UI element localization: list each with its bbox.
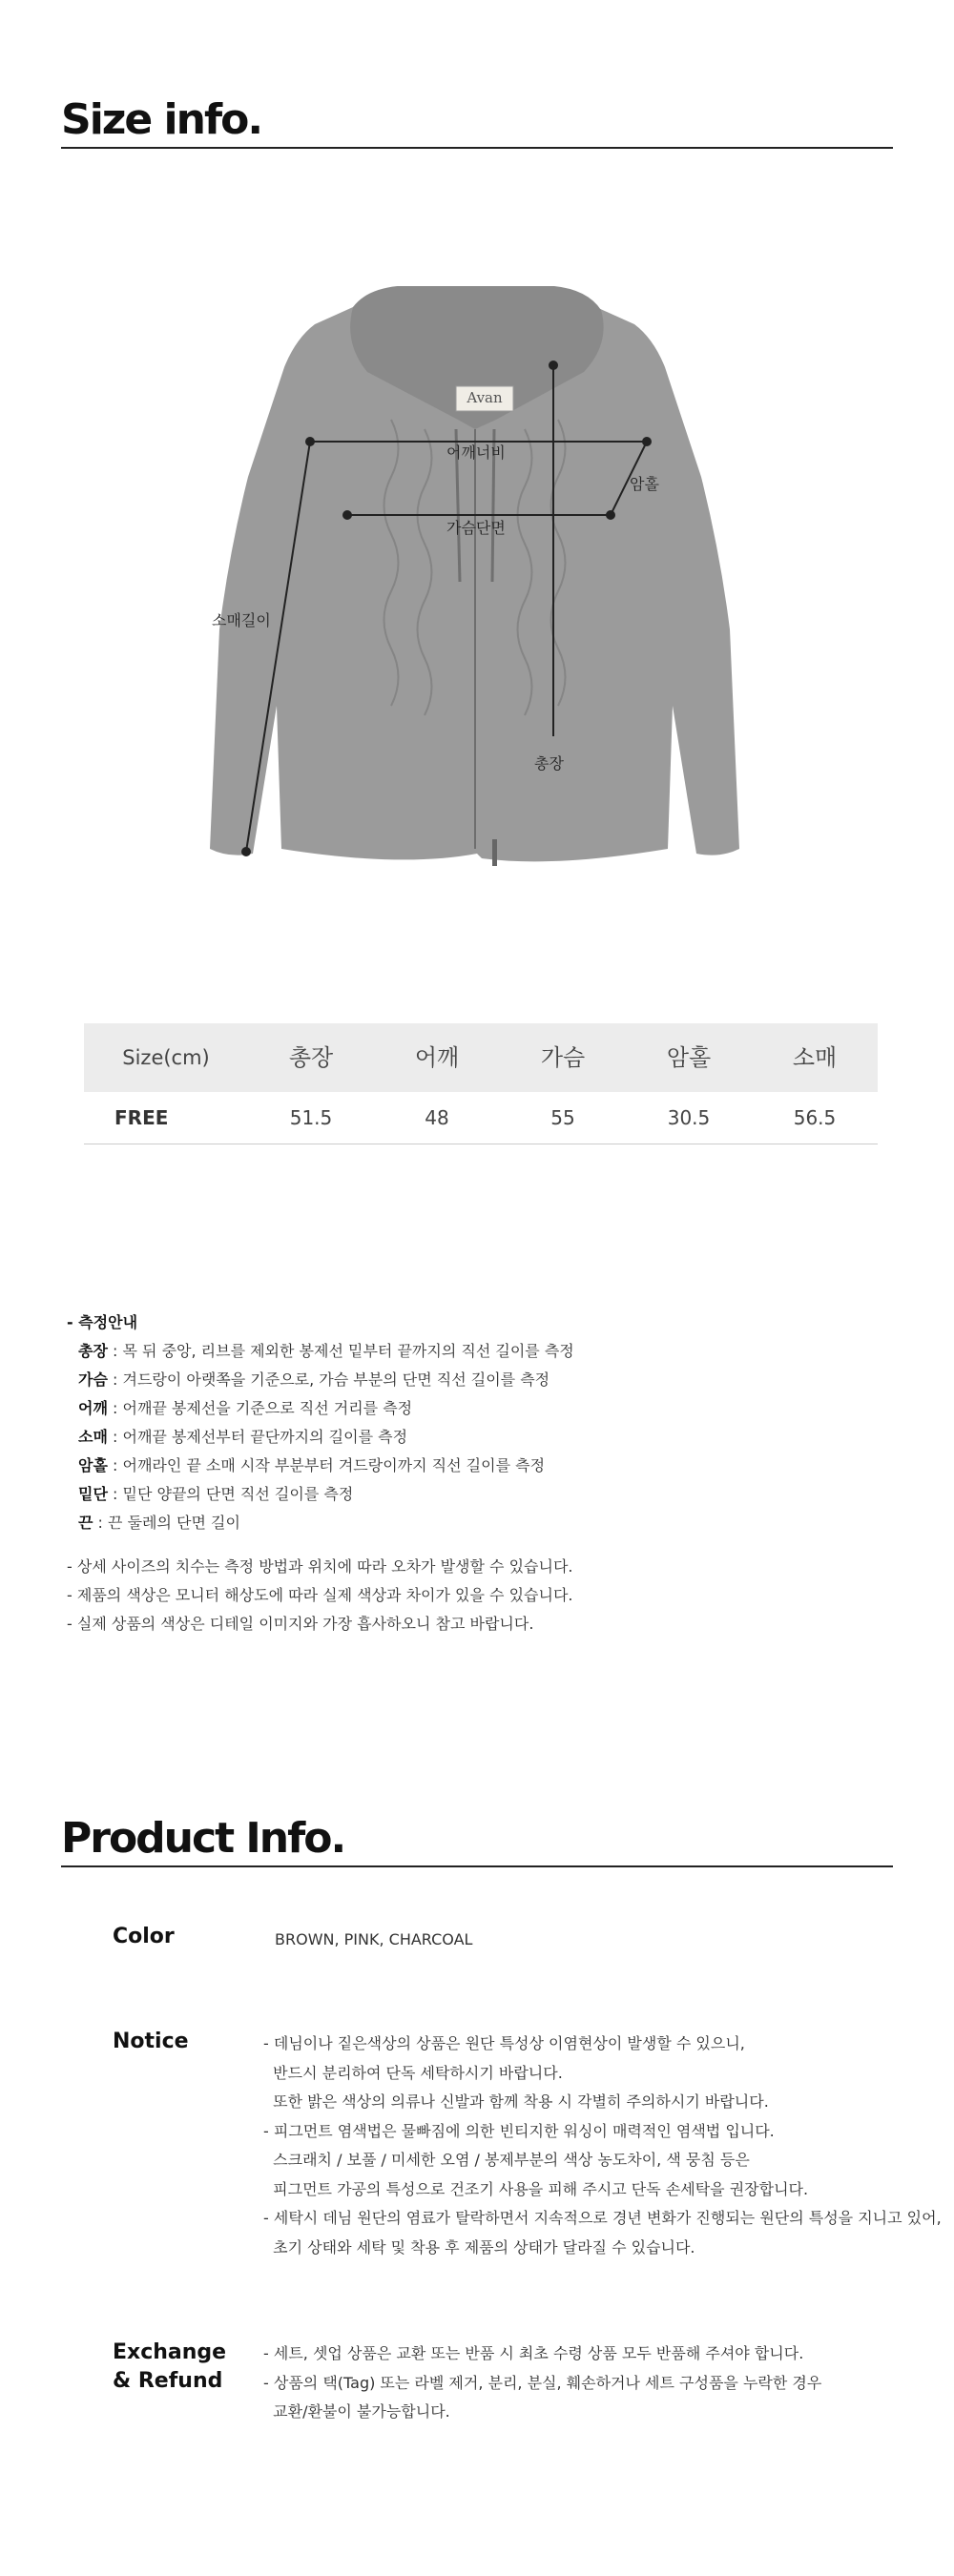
product-info-divider bbox=[61, 1865, 893, 1867]
notice-line: - 데님이나 짙은색상의 상품은 원단 특성상 이염현상이 발생할 수 있으니, bbox=[263, 2034, 745, 2052]
size-info-title: Size info. bbox=[61, 95, 262, 144]
notice-line: - 피그먼트 염색법은 물빠짐에 의한 빈티지한 워싱이 매력적인 염색법 입니다. bbox=[263, 2121, 775, 2140]
list-item: 밑단 : 밑단 양끝의 단면 직선 길이를 측정 bbox=[78, 1485, 354, 1503]
note-line: - 실제 상품의 색상은 디테일 이미지와 가장 흡사하오니 참고 바랍니다. bbox=[67, 1615, 534, 1633]
table-row bbox=[84, 1092, 878, 1144]
header-sleeve: 소매 bbox=[792, 1044, 838, 1071]
exchange-text bbox=[263, 2339, 912, 2427]
row-shoulder: 48 bbox=[425, 1106, 449, 1129]
header-total-length: 총장 bbox=[288, 1044, 334, 1071]
notice-label: Notice bbox=[113, 2030, 189, 2053]
note-line: - 제품의 색상은 모니터 해상도에 따라 실제 색상과 차이가 있을 수 있습니다. bbox=[67, 1586, 573, 1604]
row-sleeve: 56.5 bbox=[793, 1106, 837, 1129]
measurement-guide bbox=[67, 1309, 887, 1638]
header-chest: 가슴 bbox=[540, 1044, 586, 1071]
notice-line: 또한 밝은 색상의 의류나 신발과 함께 착용 시 각별히 주의하시기 바랍니다. bbox=[263, 2092, 769, 2111]
brand-tag: Avan bbox=[467, 389, 503, 406]
notice-line: 반드시 분리하여 단독 세탁하시기 바랍니다. bbox=[263, 2063, 563, 2082]
exchange-line: - 세트, 셋업 상품은 교환 또는 반품 시 최초 수령 상품 모두 반품해 주셔야 합니다. bbox=[263, 2344, 804, 2362]
list-item: 어깨 : 어깨끝 봉제선을 기준으로 직선 거리를 측정 bbox=[78, 1399, 413, 1417]
row-armhole: 30.5 bbox=[667, 1106, 711, 1129]
refund-label: & Refund bbox=[113, 2369, 223, 2393]
sleeve-length-label: 소매길이 bbox=[212, 611, 271, 629]
armhole-label: 암홀 bbox=[630, 475, 659, 493]
shoulder-width-label: 어깨너비 bbox=[446, 443, 506, 462]
size-table bbox=[84, 1023, 878, 1147]
header-shoulder: 어깨 bbox=[414, 1044, 460, 1071]
notice-text bbox=[263, 2030, 942, 2262]
notice-line: 초기 상태와 세탁 및 착용 후 제품의 상태가 달라질 수 있습니다. bbox=[263, 2237, 695, 2257]
exchange-label: Exchange bbox=[113, 2340, 227, 2364]
header-size: Size(cm) bbox=[122, 1046, 210, 1069]
total-length-label: 총장 bbox=[534, 754, 564, 773]
exchange-line: 교환/환불이 불가능합니다. bbox=[263, 2402, 450, 2421]
guide-notes bbox=[67, 1553, 887, 1638]
exchange-refund-label bbox=[113, 2339, 226, 2396]
note-line: - 상세 사이즈의 치수는 측정 방법과 위치에 따라 오차가 발생할 수 있습니다. bbox=[67, 1557, 573, 1576]
guide-heading: - 측정안내 bbox=[67, 1313, 138, 1331]
color-label: Color bbox=[113, 1925, 175, 1948]
list-item: 끈 : 끈 둘레의 단면 길이 bbox=[78, 1514, 240, 1532]
color-value: BROWN, PINK, CHARCOAL bbox=[275, 1930, 473, 1948]
list-item: 소매 : 어깨끝 봉제선부터 끝단까지의 길이를 측정 bbox=[78, 1428, 408, 1446]
list-item: 암홀 : 어깨라인 끝 소매 시작 부분부터 겨드랑이까지 직선 길이를 측정 bbox=[78, 1456, 546, 1474]
list-item: 총장 : 목 뒤 중앙, 리브를 제외한 봉제선 밑부터 끝까지의 직선 길이를 측정 bbox=[78, 1342, 574, 1360]
notice-line: 스크래치 / 보풀 / 미세한 오염 / 봉제부분의 색상 농도차이, 색 뭉침 등은 bbox=[263, 2151, 750, 2169]
list-item: 가슴 : 겨드랑이 아랫쪽을 기준으로, 가슴 부분의 단면 직선 길이를 측정 bbox=[78, 1370, 550, 1389]
header-armhole: 암홀 bbox=[666, 1044, 712, 1071]
size-table-header bbox=[84, 1023, 878, 1092]
guide-list bbox=[67, 1337, 887, 1537]
row-chest: 55 bbox=[550, 1106, 575, 1129]
notice-line: 피그먼트 가공의 특성으로 건조기 사용을 피해 주시고 단독 손세탁을 권장합니다. bbox=[263, 2179, 809, 2198]
row-total-length: 51.5 bbox=[289, 1106, 333, 1129]
notice-line: - 세탁시 데님 원단의 염료가 탈락하면서 지속적으로 경년 변화가 진행되는 원단의 특성을 지니고 있어, bbox=[263, 2209, 942, 2227]
chest-width-label: 가슴단면 bbox=[446, 519, 506, 537]
exchange-line: - 상품의 택(Tag) 또는 라벨 제거, 분리, 분실, 훼손하거나 세트 구성품을 누락한 경우 bbox=[263, 2373, 822, 2392]
product-info-title: Product Info. bbox=[61, 1814, 345, 1863]
row-size: FREE bbox=[114, 1106, 169, 1129]
